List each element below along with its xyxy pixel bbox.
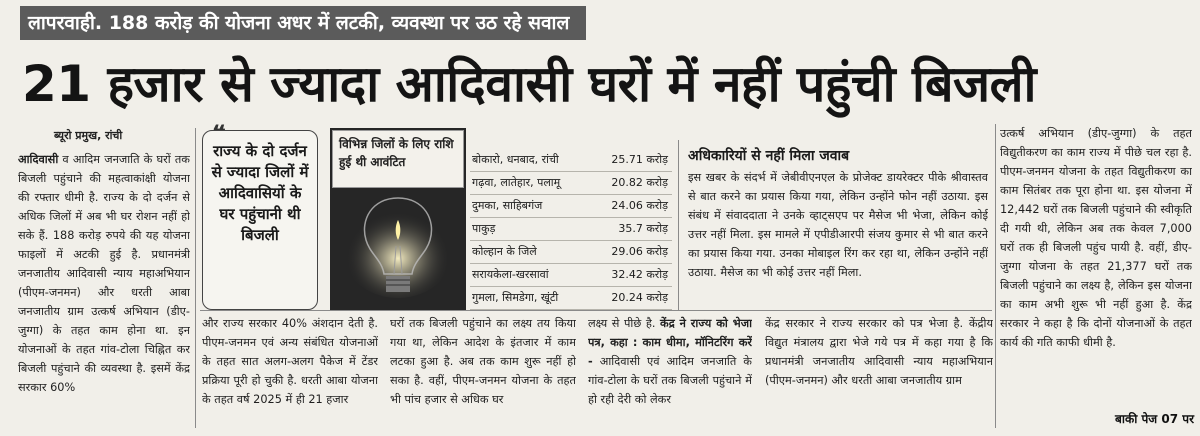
kicker-banner: लापरवाही. 188 करोड़ की योजना अधर में लटकी, व्यवस्था पर उठ रहे सवाल	[20, 6, 586, 40]
officials-subheading: अधिकारियों से नहीं मिला जवाब	[688, 148, 850, 164]
column-divider	[195, 128, 196, 428]
district-amount: 20.24 करोड़	[582, 286, 672, 309]
district-name: पाकुड़	[470, 217, 582, 240]
district-name: गुमला, सिमडेगा, खूंटी	[470, 286, 582, 309]
table-row	[470, 240, 672, 263]
district-name: गढ़वा, लातेहार, पलामू	[470, 171, 582, 194]
district-name: सरायकेला-खरसावां	[470, 263, 582, 286]
article-column-2: और राज्य सरकार 40% अंशदान देती है. पीएम-जनमन एवं अन्य संबंधित योजनाओं के तहत सात अलग-अलग पैकेज में टेंडर प्रक्रिया पूरी हो चुकी है. धरती आबा योजना के तहत वर्ष 2025 में ही 21 हजार	[202, 317, 378, 406]
district-amount: 20.82 करोड़	[582, 171, 672, 194]
district-amount: 32.42 करोड़	[582, 263, 672, 286]
table-row	[470, 263, 672, 286]
byline: ब्यूरो प्रमुख, रांची	[54, 129, 123, 142]
table-row	[470, 171, 672, 194]
headline: 21 हजार से ज्यादा आदिवासी घरों में नहीं पहुंची बिजली	[22, 55, 1036, 113]
district-amount: 24.06 करोड़	[582, 194, 672, 217]
district-amount: 35.7 करोड़	[582, 217, 672, 240]
lead-word: आदिवासी	[18, 153, 59, 166]
allocation-title: विभिन्न जिलों के लिए राशि हुई थी आवंटित	[332, 130, 464, 188]
table-row	[470, 217, 672, 240]
article-column-4	[588, 314, 752, 428]
district-name: बोकारो, धनबाद, रांची	[470, 148, 582, 171]
column-divider	[995, 124, 996, 428]
letter-subheading: केंद्र ने राज्य को भेजा पत्र, कहा : काम धीमा, मॉनिटरिंग करें -	[588, 317, 752, 368]
column-divider	[678, 140, 679, 310]
column-1-text: व आदिम जनजाति के घरों तक बिजली पहुंचाने की महत्वाकांक्षी योजना की रफ्तार धीमी है. राज्य के दो दर्जन से अधिक जिलों में अब भी घर रोशन नहीं हो सके हैं. 188 करोड़ रुपये की यह योजना फाइलों में अटकी हुई है. प्रधानमंत्री जनजातीय आदिवासी न्याय महाअभियान (पीएम-जनमन) और धरती आबा जनजातीय ग्राम उत्कर्ष अभियान (डीए-जुग्गा) के तहत काम होना था. इन योजनाओं के तहत गांव-टोला चिह्नित कर बिजली पहुंचाने की व्यवस्था है. इसमें केंद्र सरकार 60%	[18, 153, 190, 394]
article-column-1	[18, 150, 190, 428]
article-column-3: घरों तक बिजली पहुंचाने का लक्ष्य तय किया गया था, लेकिन आदेश के इंतजार में काम लटका हुआ है. अब तक काम शुरू नहीं हो सका है. वहीं, पीएम-जनमन योजना के तहत भी पांच हजार से अधिक घर	[390, 317, 576, 406]
section-divider	[200, 310, 992, 311]
district-name: कोल्हान के जिले	[470, 240, 582, 263]
article-column-6: उत्कर्ष अभियान (डीए-जुग्गा) के तहत विद्युतीकरण का काम राज्य में पीछे चल रहा है. पीएम-जनमन योजना के तहत विद्युतीकरण का काम सितंबर तक पूरा होना था. इस योजना में 12,442 घरों तक बिजली पहुंचाने की स्वीकृति दी गयी थी, लेकिन अब तक केवल 7,000 घरों तक ही बिजली पहुंच पायी है. वहीं, डीए-जुग्गा योजना के तहत 21,377 घरों तक बिजली पहुंचाने का लक्ष्य है, लेकिन इस योजना का काम अभी शुरू भी नहीं हुआ है. केंद्र सरकार ने कहा है कि दोनों योजनाओं के तहत कार्य की गति काफी धीमी है.	[1000, 127, 1192, 349]
continued-on-page: बाकी पेज 07 पर	[1110, 408, 1194, 430]
article-column-5: केंद्र सरकार ने राज्य सरकार को पत्र भेजा है. केंद्रीय विद्युत मंत्रालय द्वारा भेजे गये पत्र में कहा गया है कि प्रधानमंत्री जनजातीय आदिवासी न्याय महाअभियान (पीएम-जनमन) और धरती आबा जनजातीय ग्राम	[765, 317, 993, 387]
table-row	[470, 148, 672, 171]
column-4-intro: लक्ष्य से पीछे है.	[588, 317, 656, 330]
district-name: दुमका, साहिबगंज	[470, 194, 582, 217]
column-4-text: आदिवासी एवं आदिम जनजाति के गांव-टोला के घरों तक बिजली पहुंचाने में हो रही देरी को लेकर	[588, 355, 752, 406]
table-row	[470, 194, 672, 217]
table-row	[470, 286, 672, 309]
district-allocation-table	[470, 148, 672, 310]
district-amount: 25.71 करोड़	[582, 148, 672, 171]
officials-text: इस खबर के संदर्भ में जेबीवीएनएल के प्रोजेक्ट डायरेक्टर पीके श्रीवास्तव से बात करने का प्रयास किया गया, लेकिन उन्होंने फोन नहीं उठाया. इस संबंध में संवाददाता ने उनके व्हाट्सएप पर मैसेज भी भेजा, लेकिन कोई उत्तर नहीं मिला. इस मामले में एपीडीआरपी संजय कुमार से भी बात करने का प्रयास किया गया. उनका मोबाइल रिंग कर रहा था, लेकिन उन्होंने नहीं उठाया. मैसेज का भी कोई उत्तर नहीं मिला.	[688, 171, 988, 279]
highlight-box: राज्य के दो दर्जन से ज्यादा जिलों में आदिवासियों के घर पहुंचानी थी बिजली	[202, 130, 318, 310]
district-amount: 29.06 करोड़	[582, 240, 672, 263]
